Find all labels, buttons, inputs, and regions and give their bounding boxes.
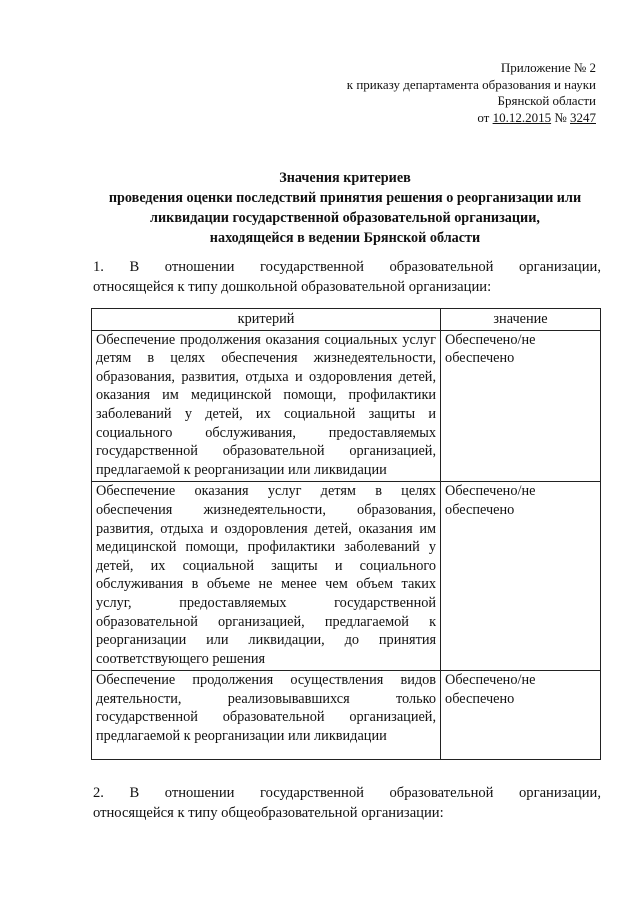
document-heading [90, 168, 600, 248]
table-row [92, 330, 601, 482]
section-2-intro [93, 783, 601, 823]
section-1-word: организации, [519, 259, 601, 275]
section-2-number: 2. [93, 785, 104, 801]
heading-line-4: находящейся в ведении Брянской области [209, 230, 481, 246]
section-2-word: государственной [259, 785, 364, 801]
section-2-first-line [93, 783, 601, 803]
section-1-word: В [129, 259, 140, 275]
section-2-word: образовательной [389, 785, 494, 801]
section-1-word: образовательной [389, 259, 494, 275]
table-row [92, 671, 601, 760]
order-number: 3247 [570, 109, 596, 125]
section-1-word: государственной [259, 259, 364, 275]
section-2-word: организации, [519, 785, 601, 801]
section-2-second-line: относящейся к типу общеобразовательной организации: [93, 805, 444, 821]
value-cell: Обеспечено/не обеспечено [441, 671, 601, 760]
table-header-row [92, 309, 601, 331]
section-1-number: 1. [93, 259, 104, 275]
section-1-first-line [93, 257, 601, 277]
appendix-order-ref: к приказу департамента образования и науки [346, 76, 596, 92]
value-cell: Обеспечено/не обеспечено [441, 330, 601, 482]
criterion-cell: Обеспечение продолжения оказания социальных услуг детям в целях обеспечения жизнедеятельности, образования, развития, отдыха и оздоровления детей, оказания им медицинской помощи, профилактики заболеваний у детей, их социальной защиты и социального обслуживания, предоставляемых государственной образовательной организацией, предлагаемой к реорганизации или ликвидации [92, 330, 441, 482]
heading-line-1: Значения критериев [279, 170, 411, 186]
criteria-table [91, 308, 601, 760]
appendix-date-line [347, 110, 596, 127]
section-1-second-line: относящейся к типу дошкольной образовательной организации: [93, 279, 492, 295]
appendix-region: Брянской области [497, 93, 596, 108]
value-cell: Обеспечено/не обеспечено [441, 482, 601, 671]
section-2-word: отношении [164, 785, 235, 801]
heading-line-3: ликвидации государственной образовательной организации, [150, 210, 540, 226]
appendix-block [347, 60, 596, 126]
appendix-title: Приложение № 2 [500, 60, 596, 75]
section-1-word: отношении [164, 259, 235, 275]
number-prefix: № [551, 109, 570, 125]
header-criterion: критерий [92, 309, 441, 331]
section-2-word: В [129, 785, 140, 801]
header-value: значение [441, 309, 601, 331]
section-1-intro [93, 257, 601, 297]
table-row [92, 482, 601, 671]
criterion-cell: Обеспечение оказания услуг детям в целях обеспечения жизнедеятельности, образования, развития, отдыха и оздоровления детей, оказания им медицинской помощи, профилактики заболеваний у детей, их социальной защиты и социального обслуживания в объеме не менее чем объем таких услуг, предоставляемых государственной образовательной организацией, предлагаемой к реорганизации или ликвидации, до принятия соответствующего решения [92, 482, 441, 671]
heading-line-2: проведения оценки последствий принятия решения о реорганизации или [108, 190, 582, 206]
criterion-cell: Обеспечение продолжения осуществления видов деятельности, реализовывавшихся только государственной образовательной организацией, предлагаемой к реорганизации или ликвидации [92, 671, 441, 760]
date-prefix: от [477, 109, 493, 125]
order-date: 10.12.2015 [492, 109, 552, 125]
